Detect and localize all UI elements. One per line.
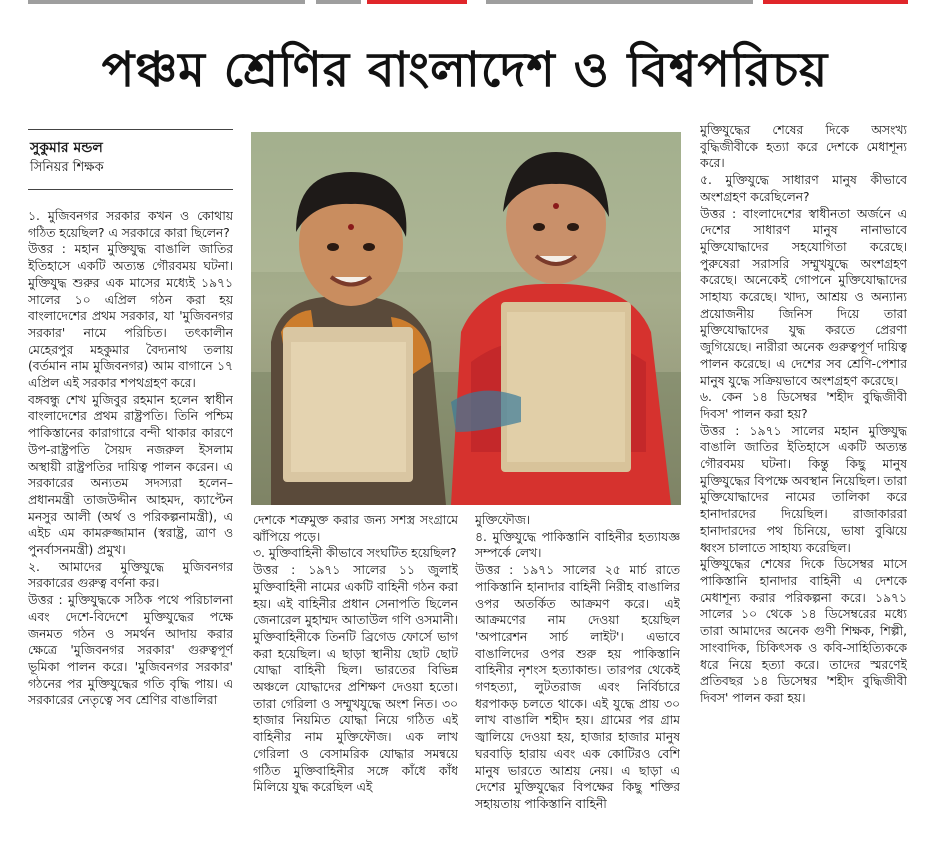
article-column-4 <box>700 122 907 867</box>
question-3: ৩. মুক্তিবাহিনী কীভাবে সংঘটিত হয়েছিল? <box>253 546 457 561</box>
answer-2: উত্তর : মুক্তিযুদ্ধকে সঠিক পথে পরিচালনা এবং দেশে-বিদেশে মুক্তিযুদ্ধের পক্ষে জনমত গঠন ও সমর্থন আদায় করার ক্ষেত্রে 'মুজিবনগর সরকার' গুরুত্বপূর্ণ ভূমিকা পালন করে। 'মুজিবনগর সরকার' গঠনের পর মুক্তিযুদ্ধের গতি বৃদ্ধি পায়। এ সরকারের নেতৃত্বে সব শ্রেণির বাঙালিরা <box>28 593 233 708</box>
answer-2-cont: দেশকে শত্রুমুক্ত করার জন্য সশস্ত্র সংগ্রামে ঝাঁপিয়ে পড়ে। <box>253 513 458 544</box>
top-bar-gray-1 <box>28 0 305 4</box>
question-4: ৪. মুক্তিযুদ্ধে পাকিস্তানি বাহিনীর হত্যাযজ্ঞ সম্পর্কে লেখ। <box>475 529 680 561</box>
question-1: ১. মুজিবনগর সরকার কখন ও কোথায় গঠিত হয়েছিল? এ সরকারে কারা ছিলেন? <box>28 209 233 240</box>
answer-1-cont: বঙ্গবন্ধু শেখ মুজিবুর রহমান হলেন স্বাধীন বাংলাদেশের প্রথম রাষ্ট্রপতি। তিনি পশ্চিম পাকিস্তানের কারাগারে বন্দী থাকার কারণে উপ-রাষ্ট্রপতি সৈয়দ নজরুল ইসলাম অস্থায়ী রাষ্ট্রপতির দায়িত্ব পালন করেন। এ সরকারের অন্যতম সদস্যরা হলেন–প্রধানমন্ত্রী তাজউদ্দীন আহমদ, ক্যাপ্টেন মনসুর আলী (অর্থ ও পরিকল্পনামন্ত্রী), এ এইচ এম কামরুজ্জামান (স্বরাষ্ট্র, ত্রাণ ও পুনর্বাসনমন্ত্রী) প্রমুখ। <box>28 392 233 558</box>
answer-4: উত্তর : ১৯৭১ সালের ২৫ মার্চ রাতে পাকিস্তানি হানাদার বাহিনী নিরীহ বাঙালির ওপর অতর্কিত আক্রমণ করে। এই আক্রমণের নাম দেওয়া হয়েছিল 'অপারেশন সার্চ লাইট'। এভাবে বাঙালিদের ওপর শুরু হয় পাকিস্তানি বাহিনীর নৃশংস হত্যাকান্ড। তারপর থেকেই গণহত্যা, লুটতরাজ এবং নির্বিচারে ধরপাকড় চলতে থাকে। এই যুদ্ধে প্রায় ৩০ লাখ বাঙালি শহীদ হয়। গ্রামের পর গ্রাম জ্বালিয়ে দেওয়া হয়, হাজার হাজার মানুষ ঘরবাড়ি হারায় এবং এক কোটিরও বেশি মানুষ ভারতে আশ্রয় নেয়। এ ছাড়া এ দেশের মুক্তিযুদ্ধের বিপক্ষের কিছু শক্তির সহায়তায় পাকিস্তানি বাহিনী <box>475 563 680 811</box>
answer-3-cont: মুক্তিফৌজ। <box>475 513 531 527</box>
headline: পঞ্চম শ্রেণির বাংলাদেশ ও বিশ্বপরিচয় <box>101 42 829 98</box>
answer-5: উত্তর : বাংলাদেশের স্বাধীনতা অর্জনে এ দেশের সাধারণ মানুষ নানাভাবে মুক্তিযোদ্ধাদের সহযোগিতা করেছে। পুরুষেরা সরাসরি সম্মুখযুদ্ধে অংশগ্রহণ করেছে। অনেকেই গোপনে মুক্তিযোদ্ধাদের সাহায্য করেছে। খাদ্য, আশ্রয় ও অন্যান্য প্রয়োজনীয় জিনিস দিয়ে তারা মুক্তিযোদ্ধাদের যুদ্ধ করতে প্রেরণা জুগিয়েছে। নারীরা অনেক গুরুত্বপূর্ণ দায়িত্ব পালন করেছে। এ দেশের সব শ্রেণি-পেশার মানুষ যুদ্ধে সক্রিয়ভাবে অংশগ্রহণ করেছে। <box>700 206 907 388</box>
byline-rule-bottom <box>28 189 233 190</box>
byline-author: সুকুমার মন্ডল <box>30 140 103 156</box>
byline <box>30 138 235 178</box>
top-bar-gray-2 <box>316 0 361 4</box>
byline-role: সিনিয়র শিক্ষক <box>30 160 104 175</box>
answer-3: উত্তর : ১৯৭১ সালের ১১ জুলাই মুক্তিবাহিনী নামের একটি বাহিনী গঠন করা হয়। এই বাহিনীর প্রধান সেনাপতি ছিলেন জেনারেল মুহাম্মদ আতাউল গণি ওসমানী। মুক্তিবাহিনীকে তিনটি ব্রিগেড ফোর্সে ভাগ করা হয়েছিল। এ ছাড়া স্থানীয় ছোট ছোট যোদ্ধা বাহিনী ছিল। ভারতের বিভিন্ন অঞ্চলে যোদ্ধাদের প্রশিক্ষণ দেওয়া হতো। তারা গেরিলা ও সম্মুখযুদ্ধে অংশ নিত। ৩০ হাজার নিয়মিত যোদ্ধা নিয়ে গঠিত এই বাহিনীর নাম মুক্তিফৌজ। এক লাখ গেরিলা ও বেসামরিক যোদ্ধার সমন্বয়ে গঠিত মুক্তিবাহিনীর সঙ্গে কাঁধে কাঁধ মিলিয়ে যুদ্ধ করেছিল এই <box>253 563 458 795</box>
top-bar-gray-3 <box>486 0 753 4</box>
article-column-3 <box>475 512 680 867</box>
answer-1: উত্তর : মহান মুক্তিযুদ্ধ বাঙালি জাতির ইতিহাসে একটি অত্যন্ত গৌরবময় ঘটনা। মুক্তিযুদ্ধ শুরুর এক মাসের মধ্যেই ১৯৭১ সালের ১০ এপ্রিল গঠন করা হয় বাংলাদেশের প্রথম সরকার, যা 'মুজিবনগর সরকার' নামে পরিচিত। তৎকালীন মেহেরপুর মহকুমার বৈদ্যনাথ তলায় (বর্তমান নাম মুজিবনগর) আম বাগানে ১৭ এপ্রিল এই সরকার শপথগ্রহণ করে। <box>28 242 233 391</box>
answer-6-cont: মুক্তিযুদ্ধের শেষের দিকে ডিসেম্বর মাসে পাকিস্তানি হানাদার বাহিনী এ দেশকে মেধাশূন্য করার পরিকল্পনা করে। ১৯৭১ সালের ১০ থেকে ১৪ ডিসেম্বরের মধ্যে তারা আমাদের অনেক গুণী শিক্ষক, শিল্পী, সাংবাদিক, চিকিৎসক ও কবি-সাহিত্যিককে ধরে নিয়ে হত্যা করে। তাদের স্মরণেই প্রতিবছর ১৪ ডিসেম্বর 'শহীদ বুদ্ধিজীবী দিবস' পালন করা হয়। <box>700 557 907 705</box>
article-column-1 <box>28 208 233 867</box>
answer-6: উত্তর : ১৯৭১ সালের মহান মুক্তিযুদ্ধ বাঙালি জাতির ইতিহাসে একটি অত্যন্ত গৌরবময় ঘটনা। কিন্তু কিছু মানুষ মুক্তিযুদ্ধের বিপক্ষে অবস্থান নিয়েছিল। তারা মুক্তিযোদ্ধাদের নামের তালিকা করে হানাদারদের দিয়েছিল। রাজাকাররা হানাদারদের পথ চিনিয়ে, ভাষা বুঝিয়ে ধ্বংস চালাতে সাহায্য করেছিল। <box>700 423 907 555</box>
byline-rule-top <box>28 129 233 130</box>
question-6: ৬. কেন ১৪ ডিসেম্বর 'শহীদ বুদ্ধিজীবী দিবস' পালন করা হয়? <box>700 390 907 421</box>
photo-two-girls-with-books <box>251 132 681 505</box>
answer-4-cont: মুক্তিযুদ্ধের শেষের দিকে অসংখ্য বুদ্ধিজীবীকে হত্যা করে দেশকে মেধাশূন্য করে। <box>700 123 907 171</box>
photo-illustration <box>251 132 681 505</box>
question-5: ৫. মুক্তিযুদ্ধে সাধারণ মানুষ কীভাবে অংশগ্রহণ করেছিলেন? <box>700 173 907 204</box>
question-2: ২. আমাদের মুক্তিযুদ্ধে মুজিবনগর সরকারের গুরুত্ব বর্ণনা কর। <box>28 559 233 591</box>
top-bar-red-1 <box>367 0 467 4</box>
top-bar-red-2 <box>763 0 908 4</box>
article-column-2 <box>253 512 458 867</box>
